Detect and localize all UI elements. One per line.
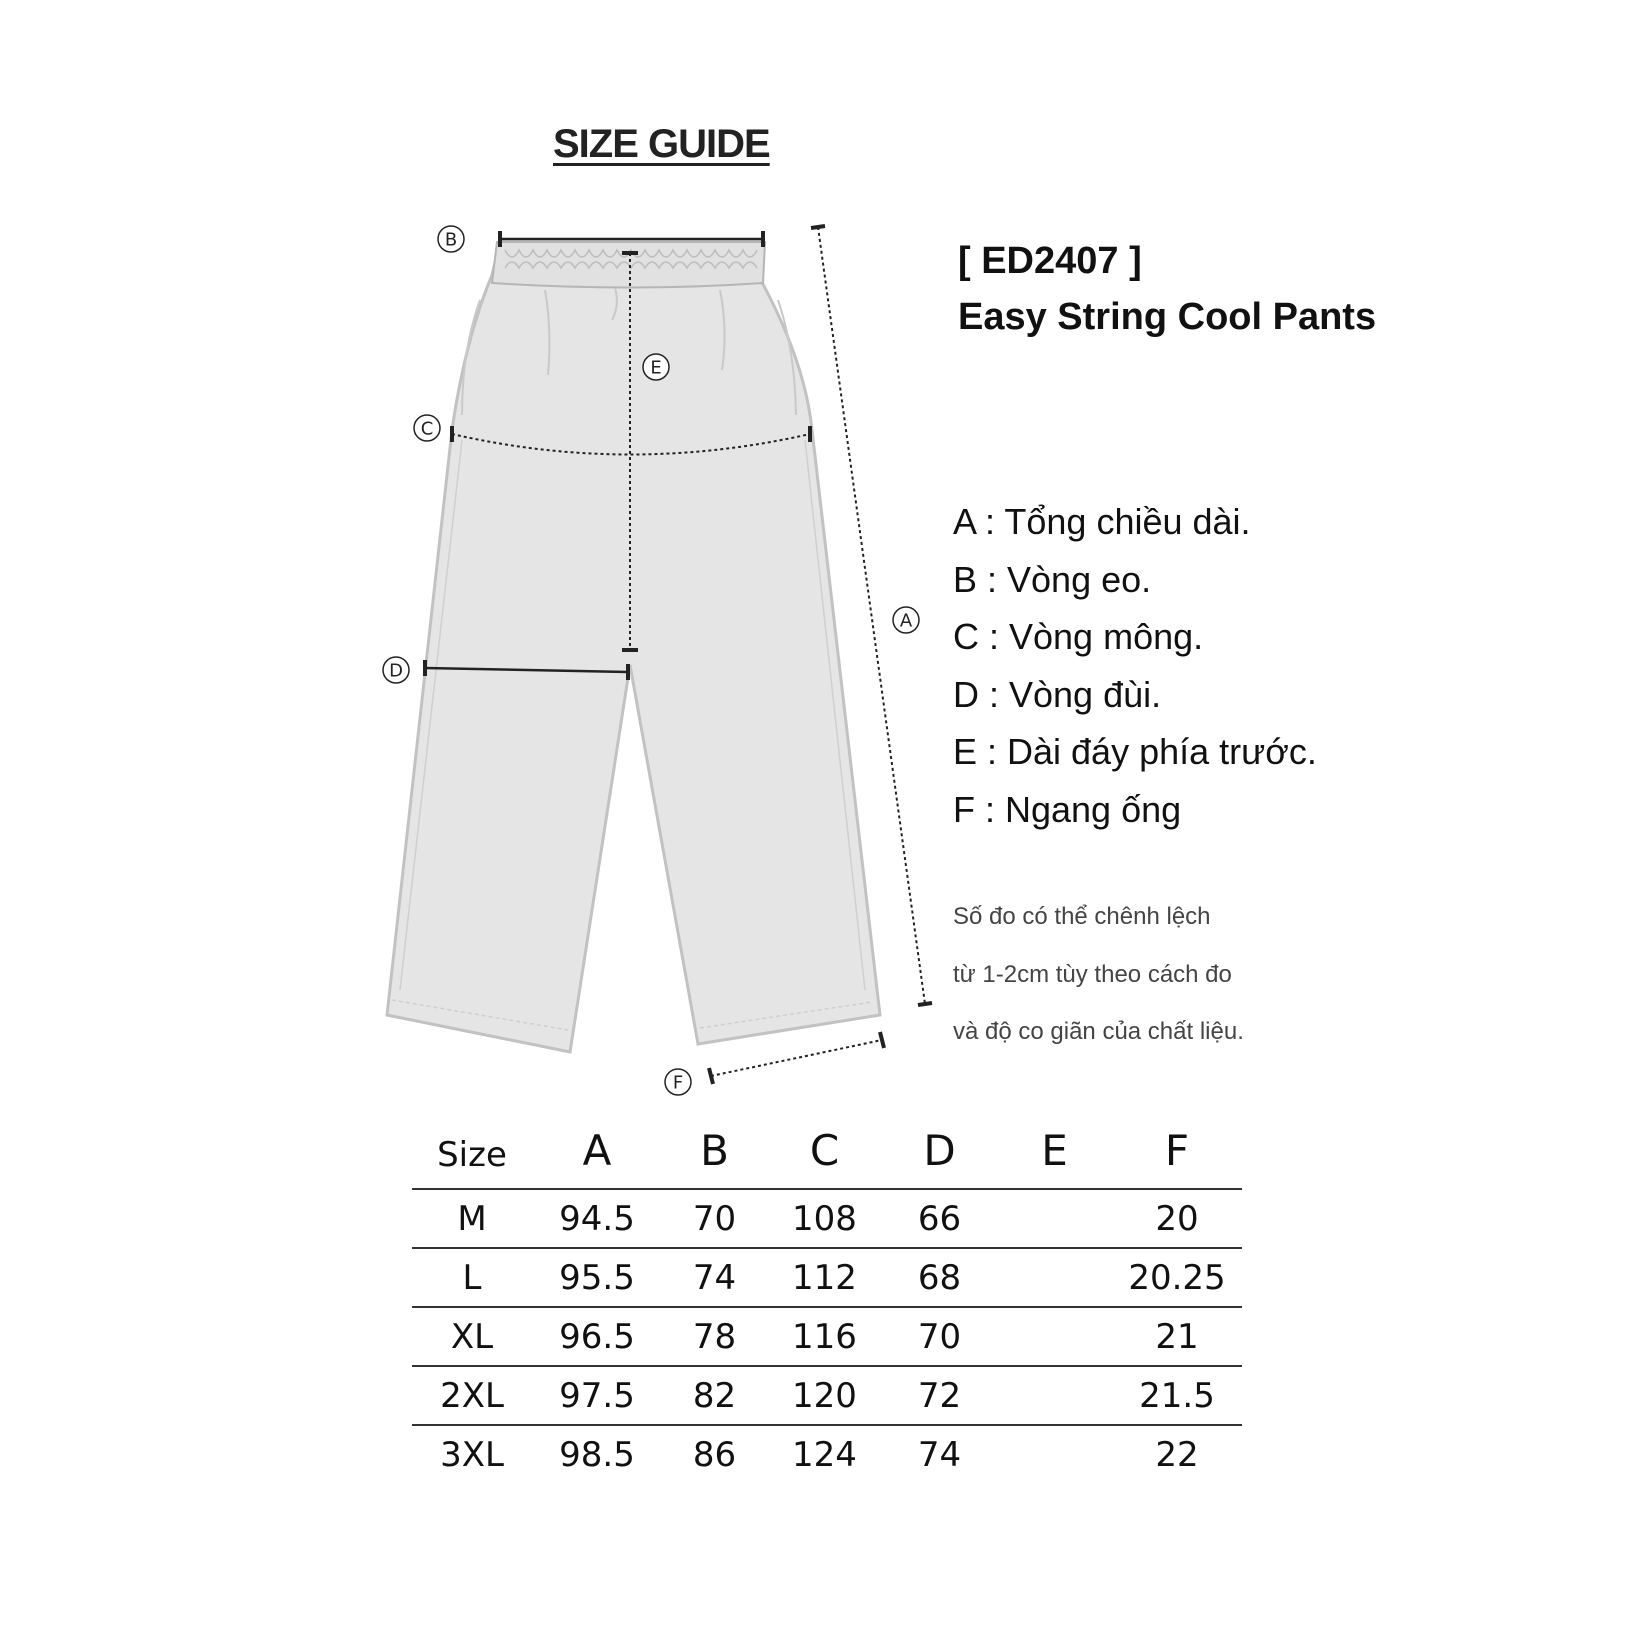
- table-cell: 20: [1112, 1189, 1242, 1248]
- page-title: SIZE GUIDE: [553, 122, 770, 166]
- marker-f: [665, 1069, 691, 1095]
- table-cell: XL: [412, 1307, 532, 1366]
- legend-item-e: E : Dài đáy phía trước.: [953, 731, 1317, 772]
- column-header-b: B: [700, 1125, 729, 1175]
- table-cell: 95.5: [532, 1248, 662, 1307]
- note-line: từ 1-2cm tùy theo cách đo: [953, 960, 1232, 988]
- column-header-e: E: [1041, 1125, 1068, 1175]
- column-header-a: A: [582, 1125, 612, 1175]
- table-cell: 68: [882, 1248, 997, 1307]
- table-cell: 82: [662, 1366, 767, 1425]
- table-cell: 66: [882, 1189, 997, 1248]
- measure-line-f: [711, 1040, 882, 1076]
- table-cell: 94.5: [532, 1189, 662, 1248]
- svg-text:B: B: [444, 229, 458, 251]
- measurement-note: [953, 888, 1244, 1061]
- table-cell: 78: [662, 1307, 767, 1366]
- table-cell: 124: [767, 1425, 882, 1483]
- note-line: và độ co giãn của chất liệu.: [953, 1018, 1244, 1045]
- table-cell: 2XL: [412, 1366, 532, 1425]
- note-line: Số đo có thể chênh lệch: [953, 903, 1211, 930]
- table-cell: 74: [882, 1425, 997, 1483]
- legend-item-c: C : Vòng mông.: [953, 616, 1204, 657]
- table-cell: 116: [767, 1307, 882, 1366]
- table-row: [412, 1189, 1242, 1248]
- table-cell: 74: [662, 1248, 767, 1307]
- table-cell: [997, 1248, 1112, 1307]
- measurement-legend: [953, 493, 1317, 838]
- legend-item-b: B : Vòng eo.: [953, 558, 1152, 600]
- table-cell: 96.5: [532, 1307, 662, 1366]
- table-row: [412, 1425, 1242, 1483]
- table-cell: 98.5: [532, 1425, 662, 1483]
- table-cell: [997, 1366, 1112, 1425]
- product-code: [ ED2407 ]: [958, 240, 1142, 282]
- table-cell: 120: [767, 1366, 882, 1425]
- table-cell: L: [412, 1248, 532, 1307]
- table-cell: 20.25: [1112, 1248, 1242, 1307]
- table-cell: 72: [882, 1366, 997, 1425]
- column-header-d: D: [923, 1125, 956, 1175]
- table-cell: [997, 1189, 1112, 1248]
- size-table: [412, 1112, 1242, 1483]
- marker-e: [643, 354, 669, 380]
- table-header-row: [412, 1112, 1242, 1189]
- legend-item-a: A : Tổng chiều dài.: [953, 501, 1251, 542]
- legend-item-d: D : Vòng đùi.: [953, 673, 1162, 715]
- table-cell: 3XL: [412, 1425, 532, 1483]
- table-cell: 21.5: [1112, 1366, 1242, 1425]
- table-cell: 70: [882, 1307, 997, 1366]
- svg-text:F: F: [672, 1072, 684, 1094]
- column-header-f: F: [1164, 1125, 1190, 1175]
- table-cell: 70: [662, 1189, 767, 1248]
- svg-text:E: E: [650, 357, 662, 379]
- marker-a: [893, 607, 919, 633]
- pants-outline: [387, 242, 880, 1052]
- svg-text:D: D: [389, 660, 403, 682]
- column-header-c: C: [809, 1125, 840, 1175]
- svg-text:C: C: [420, 418, 434, 440]
- table-cell: 21: [1112, 1307, 1242, 1366]
- table-cell: [997, 1425, 1112, 1483]
- table-row: [412, 1366, 1242, 1425]
- table-cell: 97.5: [532, 1366, 662, 1425]
- table-cell: M: [412, 1189, 532, 1248]
- table-cell: 108: [767, 1189, 882, 1248]
- table-row: [412, 1248, 1242, 1307]
- marker-d: [383, 657, 409, 683]
- table-cell: 86: [662, 1425, 767, 1483]
- marker-b: [438, 226, 464, 252]
- column-header-size: Size: [437, 1135, 507, 1175]
- table-cell: [997, 1307, 1112, 1366]
- table-row: [412, 1307, 1242, 1366]
- svg-text:A: A: [899, 610, 913, 632]
- legend-item-f: F : Ngang ống: [953, 788, 1182, 830]
- marker-c: [414, 415, 440, 441]
- table-cell: 112: [767, 1248, 882, 1307]
- table-cell: 22: [1112, 1425, 1242, 1483]
- product-name: Easy String Cool Pants: [958, 296, 1377, 338]
